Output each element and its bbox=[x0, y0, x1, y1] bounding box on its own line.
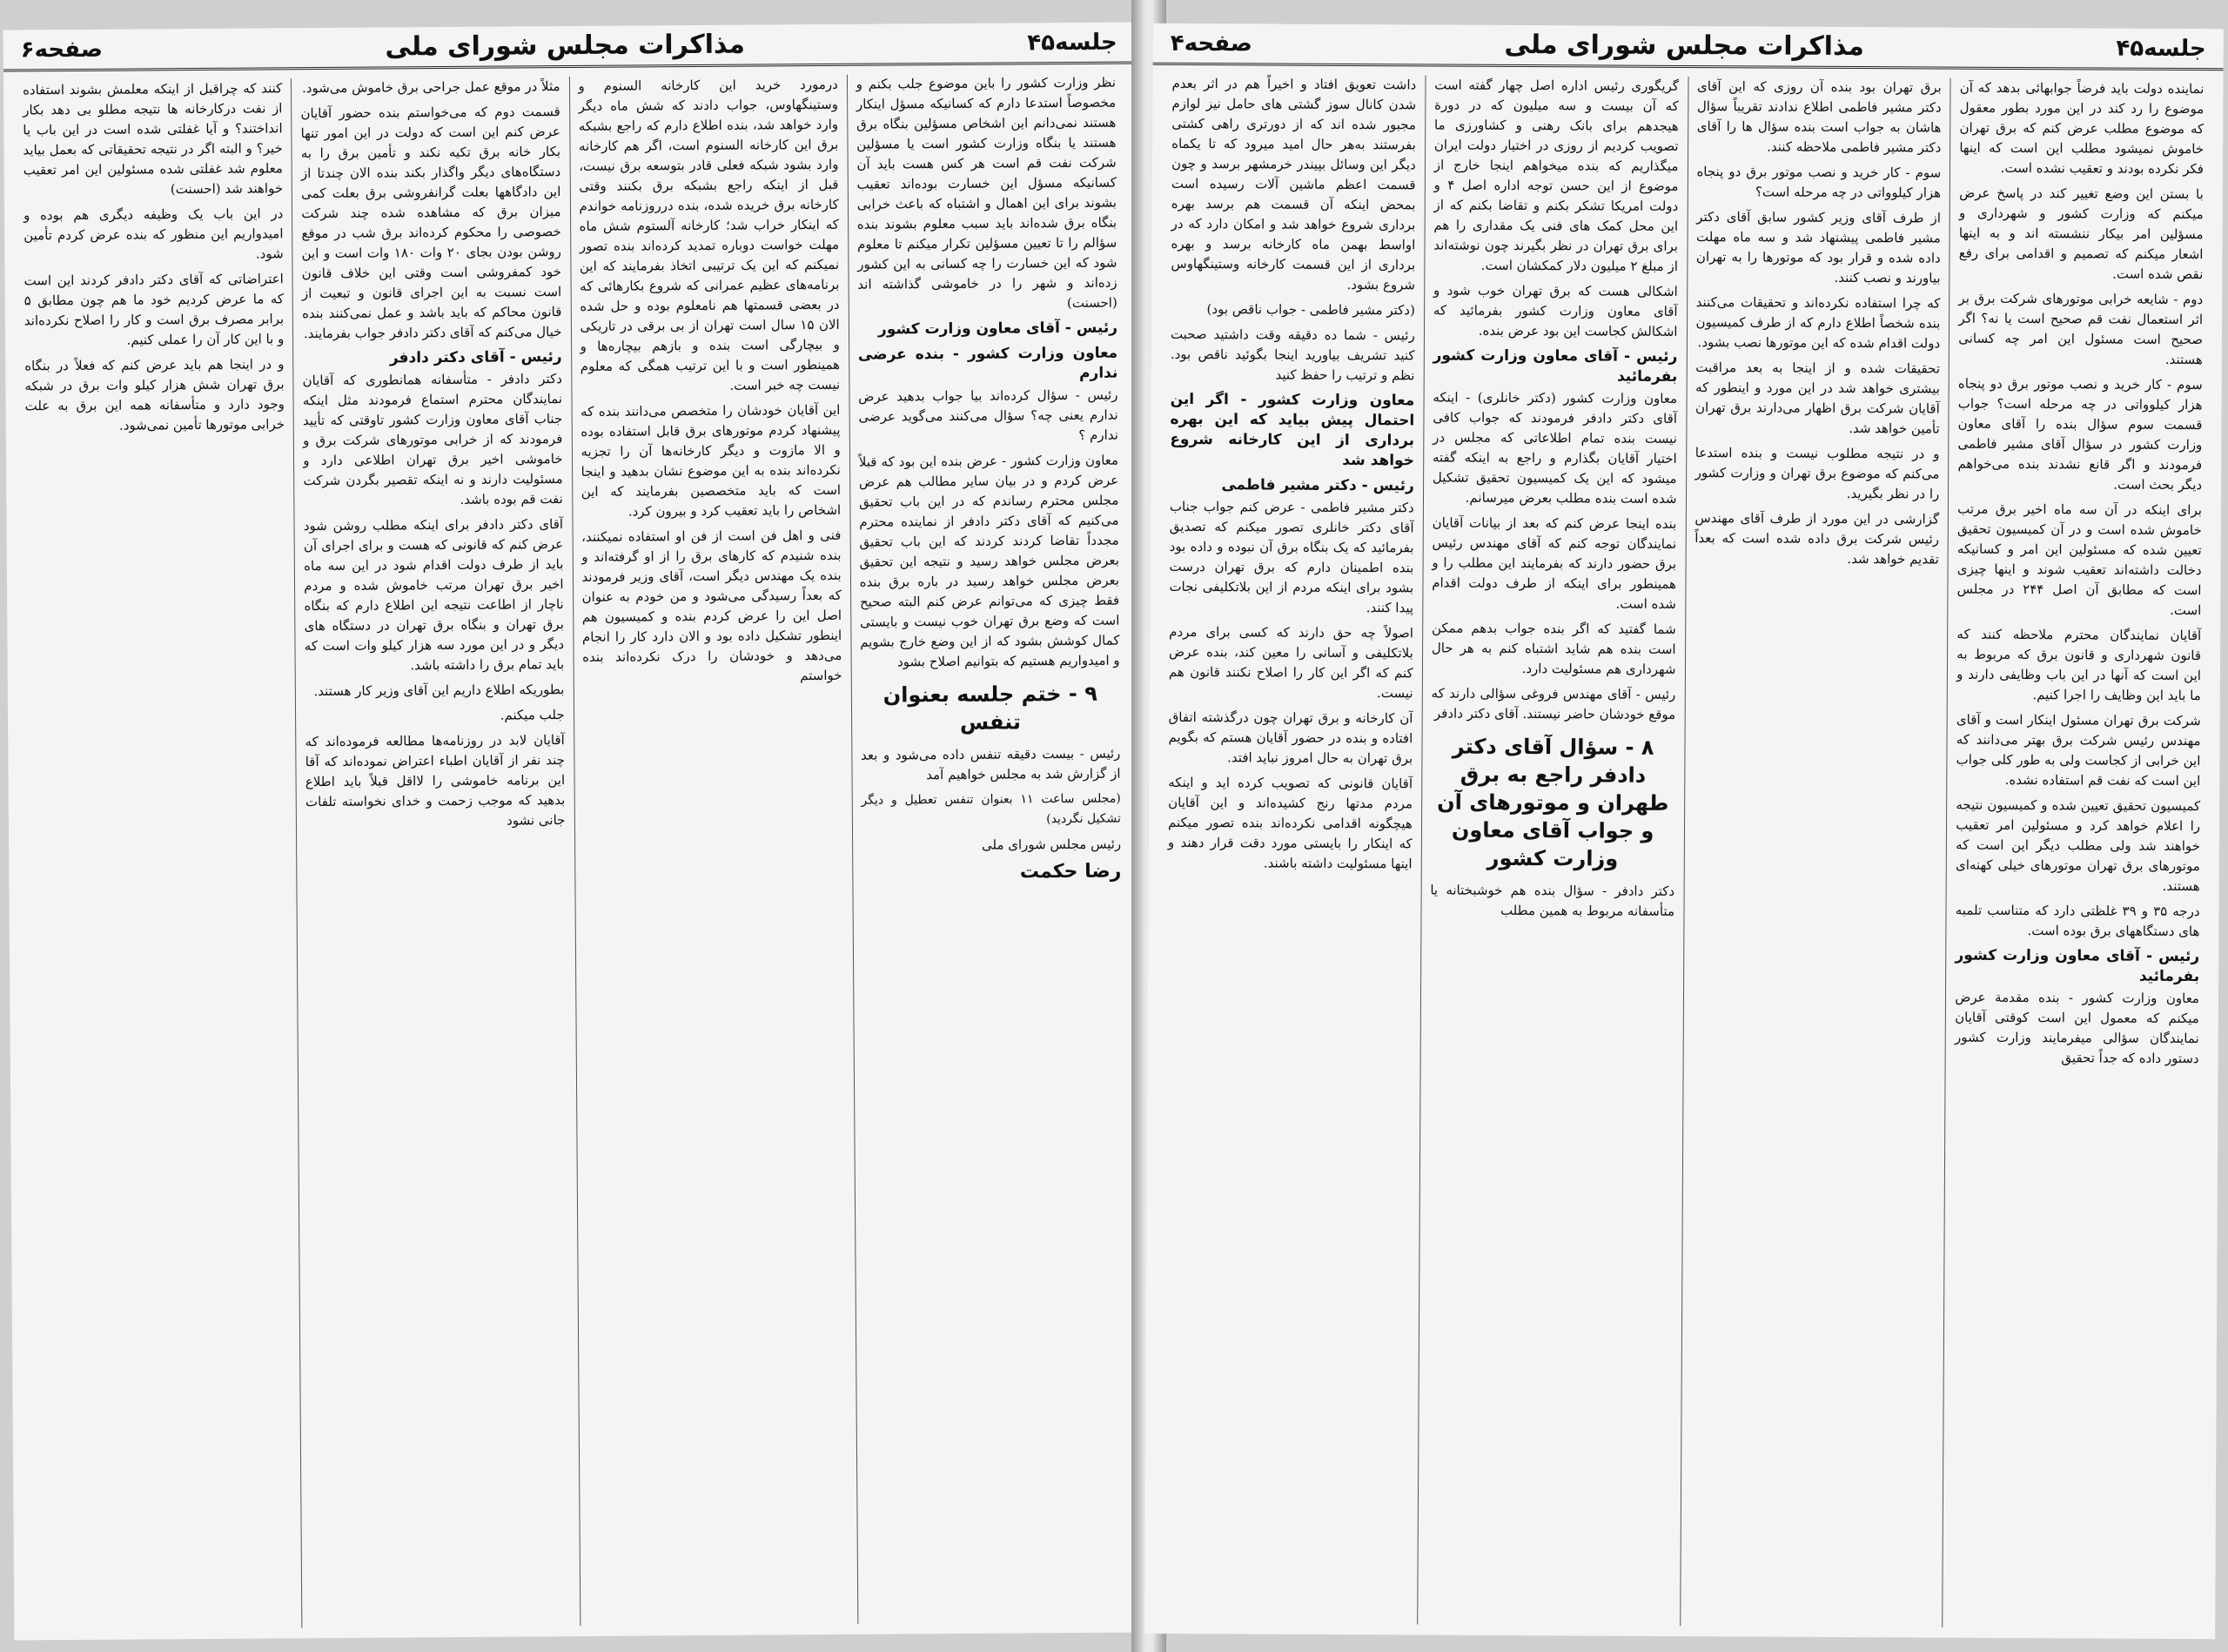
paragraph: کمیسیون تحقیق تعیین شده و کمیسیون نتیجه را اعلام خواهد کرد و مسئولین امر تعقیب خواهند شد ولی مطلب دیگر این است که موتورهای برق تهران موتورهای خیلی کهنه‌ای هستند. bbox=[1956, 796, 2201, 895]
speaker-line: رئیس - آقای معاون وزارت کشور بفرمائید bbox=[1433, 346, 1678, 386]
paragraph: سوم - کار خرید و نصب موتور برق دو پنجاه هزار کیلوواتی در چه مرحله است؟ bbox=[1696, 164, 1942, 201]
page-number: صفحه۶ bbox=[20, 36, 104, 63]
page-number: صفحه۴ bbox=[1170, 30, 1253, 57]
page-title: مذاکرات مجلس شورای ملی bbox=[1504, 29, 1864, 63]
speaker-line: رئیس - آقای معاون وزارت کشور بفرمائید bbox=[1955, 946, 2200, 986]
right-page bbox=[1144, 24, 2224, 1639]
right-page-columns bbox=[1155, 74, 2212, 1628]
speaker-line: معاون وزارت کشور - اگر این احتمال پیش بیاید که این بهره برداری از این کارخانه شروع خواهد شد bbox=[1170, 390, 1415, 470]
paragraph: دکتر مشیر فاطمی - عرض کنم جواب جناب آقای دکتر خانلری تصور میکنم که تصدیق بفرمائید که یک بنگاه برق آن نبوده و داده بود بنده اطمینان دارم که برق تهران درست بشود برای اینکه مردم از این بلاتکلیفی نجات پیدا کنند. bbox=[1169, 498, 1414, 616]
paragraph: دکتر دادفر - سؤال بنده هم خوشبختانه یا متأسفانه مربوط به همین مطلب bbox=[1430, 882, 1675, 919]
paragraph: درجه ۳۵ و ۳۹ غلظتی دارد که متناسب تلمبه های دستگاههای برق بوده است. bbox=[1955, 902, 2200, 940]
left-page bbox=[3, 22, 1146, 1640]
paragraph: برق تهران بود بنده آن روزی که این آقای دکتر مشیر فاطمی اطلاع ندادند تقریباً سؤال هاشان به جواب است بنده سؤال ها را آقای دکتر مشیر فاطمی ملاحظه کنند. bbox=[1696, 78, 1942, 156]
paragraph: مثلاً در موقع عمل جراحی برق خاموش می‌شود. bbox=[301, 78, 560, 97]
session-note: (مجلس ساعت ۱۱ بعنوان تنفس تعطیل و دیگر تشکیل نگردید) bbox=[861, 791, 1121, 827]
signature-label: رئیس مجلس شورای ملی bbox=[981, 836, 1122, 853]
paragraph: آقایان لابد در روزنامه‌ها مطالعه فرموده‌اند که چند نفر از آقایان اطباء اعتراض نموده‌اند که آقا این برنامه خاموشی را لااقل قبلاً باید اطلاع بدهید که موجب زحمت و خدای نخواسته تلفات جانی نشود bbox=[305, 732, 566, 829]
paragraph: اصولاً چه حق دارند که کسی برای مردم بلاتکلیفی و آسانی را معین کند، بنده عرض کنم که اگر این کار را اصلاح نکنند قانون هم نیست. bbox=[1168, 623, 1413, 702]
paragraph: سوم - کار خرید و نصب موتور برق دو پنجاه هزار کیلوواتی در چه مرحله است؟ جواب قسمت سوم سؤال بنده را آقای معاون وزارت کشور در سؤال آقای مشیر فاطمی فرمودند و اگر قانع نشدند بنده می‌خواهم دیگر بحث است. bbox=[1957, 375, 2203, 494]
signature-name: رضا حکمت bbox=[1019, 860, 1122, 883]
paragraph: شما گفتید که اگر بنده جواب بدهم ممکن است بنده هم شاید اشتباه کنم به هر حال شهرداری هم مسئولیت دارد. bbox=[1431, 620, 1676, 677]
paragraph: آقایان نمایندگان محترم ملاحظه کنند که قانون شهرداری و قانون برق که مربوط به این است که آنها در این باب وظایفی دارند و ما باید این وظایف را اجرا کنیم. bbox=[1956, 626, 2202, 704]
left-page-header bbox=[3, 22, 1135, 71]
right-page-header bbox=[1153, 24, 2224, 71]
paragraph: گریگوری رئیس اداره اصل چهار گفته است که آن بیست و سه میلیون که در دورة هیجدهم برای بانک رهنی و کشاورزی ما تصویب کردیم از روزی در اختیار دولت ایران میگذاریم که بنده میخواهم اینجا خارج از موضوع از این حسن توجه اداره اصل ۴ و دولت امریکا تشکر بکنم و تقاضا بکنم که از این محل کمک های فنی یک مقداری را هم برای برق تهران در نظر بگیرند چون نوشته‌اند از مبلغ ۲ میلیون دلار کمکشان است. bbox=[1433, 77, 1680, 274]
paragraph: کنند که چراقبل از اینکه معلمش بشوند استفاده از نفت درکارخانه ها نتیجه مطلو بی دهد بکار انداختند؟ و آیا غفلتی شده است در این باب یا خیر؟ و البته اگر در نتیجه تحقیقاتی که بعمل بیاید معلوم شد غفلتی شده مسئولین این امر تعقیب خواهند شد (احسنت) bbox=[22, 80, 284, 198]
paragraph: برای اینکه در آن سه ماه اخیر برق مرتب خاموش شده است و در آن کمیسیون تحقیق تعیین شده که مسئولین این امر و کسانیکه دخالت داشته‌اند تعقیب شوند و اینها چیزی است که مطابق آن اصل ۲۴۴ در مجلس است. bbox=[1956, 500, 2202, 619]
paragraph: داشت تعویق افتاد و اخیراً هم در اثر بعدم شدن کانال سوز گشتی های حامل نیز لوازم مجبور شده اند که از دورتری راهی کشتی بفرستند به‌هر حال امید میرود که تا یکماه دیگر این وسائل بپیندر خرمشهر برسد و چون قسمت اعظم ماشین آلات رسیده است بمحض اینکه آن قسمت هم برسد بهره برداری شروع خواهد شد و امکان دارد که در اواسط بهمن ماه کارخانه برسد و بهره برداری از این قسمت کارخانه وستینگهاوس شروع بشود. bbox=[1171, 75, 1417, 293]
paragraph: رئیس - آقای مهندس فروغی سؤالی دارند که موقع خودشان حاضر نیستند. آقای دکتر دادفر bbox=[1431, 685, 1676, 722]
column-3 bbox=[291, 77, 580, 1628]
paragraph: در این باب یک وظیفه دیگری هم بوده و امیدواریم این منظور که بنده عرض کردم تأمین شود. bbox=[23, 205, 284, 262]
paragraph: اعتراضاتی که آقای دکتر دادفر کردند این است که ما عرض کردیم خود ما هم چون مطابق ۵ برابر مصرف برق است و کار را اصلاح نکرده‌اند و با این کار آن را عملی کنیم. bbox=[23, 271, 285, 348]
speaker-line: معاون وزارت کشور - بنده عرضی ندارم bbox=[857, 344, 1118, 382]
speaker-line: رئیس - آقای دکتر دادفر bbox=[389, 348, 562, 367]
paragraph: بطوریکه اطلاع داریم این آقای وزیر کار هستند. bbox=[313, 682, 565, 700]
section-heading: ۸ - سؤال آقای دکتر دادفر راجع به برق طهران و موتورهای آن و جواب آقای معاون وزارت کشور bbox=[1437, 734, 1669, 871]
paragraph: فنی و اهل فن است از فن او استفاده نمیکنند، بنده شنیدم که کارهای برق را از او گرفته‌اند و بنده یک مهندس دیگر است، آقای وزیر فرمودند که بعداً رسیدگی می‌شود و من خودم به عنوان اصل این را عرض کردم بنده و کمیسیون هم اینطور تشکیل داده بود و الان دارد کار را انجام می‌دهد و خودشان را درک نکرده‌اند بنده خواستم bbox=[581, 527, 842, 684]
paragraph: دوم - شایعه خرابی موتورهای شرکت برق بر اثر استعمال نفت قم صحیح است یا نه؟ اگر صحیح است مسئول این امر چه کسانی هستند. bbox=[1958, 290, 2204, 368]
speaker-line: رئیس - دکتر مشیر فاطمی bbox=[1221, 476, 1414, 495]
paragraph: تحقیقات شده و از اینجا به بعد مراقبت بیشتری خواهد شد در این مورد و اینطور که آقایان شرکت برق اظهار می‌دارند برق تهران تأمین خواهد شد. bbox=[1695, 359, 1941, 437]
paragraph: بنده اینجا عرض کنم که بعد از بیانات آقایان نمایندگان توجه کنم که آقای مهندس رئیس برق حضور دارند که بفرمایند این مطلب را و همینطور برای اینکه از طرف دولت اقدام شده است. bbox=[1432, 514, 1677, 612]
column-4 bbox=[1155, 74, 1425, 1625]
paragraph: درمورد خرید این کارخانه السنوم و وستینگهاوس، جواب دادند که شش ماه دیگر وارد خواهد شد، بنده اطلاع دارم که راجع بشبکه برق این کارخانه السنوم است، اگر هم کارخانه وارد بشود شبکه فعلی قادر بتوسعه برق نیست، قبل از اینکه راجع بشبکه برق بکنند وقتی کارخانه برق خریده شده، بنده درروزنامه خواندم که اینکار خراب شد؛ کارخانه آلستوم شش ماه مهلت خواست دوباره تمدید کرده‌اند بنده تصور نمیکنم که این یک ترتیبی اتخاذ بفرمایند که این برنامه‌های عظیم عمرانی که شروع بکارهائی که در بعضی قسمتها هم نامعلوم بوده و حل شده الان ۱۵ سال است تهران از بی برقی در تاریکی و بیچارگی است بنده و بازهم بیچاره‌ها و همینطور است و با این ترتیب همگی که معلوم نیست چه خبر است. bbox=[578, 76, 841, 393]
paragraph: آقای دکتر دادفر برای اینکه مطلب روشن شود عرض کنم که قانونی که هست و برای اجرای آن باید از طرف دولت اقدام شود در این سه ماه اخیر برق تهران مرتب خاموش شده و مردم ناچار از اطاعت نتیجه این اطلاع دارم که بنگاه برق تهران و بنگاه برق تهران در دستگاه های دیگر و در این مورد سه هزار کیلو وات است که باید تمام برق را داشته باشد. bbox=[303, 516, 565, 674]
paragraph: نظر وزارت کشور را باین موضوع جلب بکنم و مخصوصاً استدعا دارم که کسانیکه مسؤل اینکار هستند نمی‌دانم این اشخاص مسؤلین بنگاه برق هستند یا بنگاه وزارت کشور است یا مسؤلین شرکت نفت قم است هر کس هست باید آن کسانیکه مسؤل این خسارت بوده‌اند تعقیب بشوند برای این اهمال و اشتباه که باعث خرابی بنگاه برق شده‌اند باید سبب معلوم بشوند بنده سؤالم را تا تعیین مسؤلین تکرار میکنم تا معلوم شود که این خسارت را چه کسانی به این کشور زده‌اند و شهر را در خاموشی گذاشته اند (احسنت) bbox=[856, 74, 1117, 312]
left-page-columns bbox=[14, 73, 1135, 1630]
column-4 bbox=[14, 78, 302, 1629]
paragraph: و در اینجا هم باید عرض کنم که فعلاً در بنگاه برق تهران شش هزار کیلو وات برق در شبکه وجود دارد و متأسفانه همه این برق به علت خرابی موتورها تأمین نمی‌شود. bbox=[24, 356, 285, 433]
paragraph: از طرف آقای وزیر کشور سابق آقای دکتر مشیر فاطمی پیشنهاد شد و سه ماه مهلت داده شده و قرار بود که موتورها را به تهران بیاورند و نصب کنند. bbox=[1695, 209, 1941, 286]
paragraph: رئیس - سؤال کرده‌اند بیا جواب بدهید عرض ندارم یعنی چه؟ سؤال می‌کنند می‌گوید عرضی ندارم ؟ bbox=[858, 386, 1118, 443]
paragraph: شرکت برق تهران مسئول اینکار است و آقای مهندس رئیس شرکت برق بهتر می‌دانند که این خرابی از کجاست ولی به طور کلی جواب این است که نفت قم استفاده نشده. bbox=[1956, 711, 2201, 789]
paragraph: معاون وزارت کشور - بنده مقدمة عرض میکنم که معمول این است کوقتی آقایان نمایندگان سؤالی میفرمایند وزارت کشور دستور داده که جداً تحقیق bbox=[1954, 989, 2200, 1067]
paragraph: معاون وزارت کشور - عرض بنده این بود که قبلاً عرض کردم و در بیان سایر مطالب هم عرض مجلس محترم رساندم که در این باب تحقیق می‌کنیم که آقای دکتر دادفر از نماینده محترم مجدداً تقاضا کردند کردند که این باب تحقیق بعرض مجلس خواهد رسید و نتیجه این تحقیق بعرض مجلس خواهد رسید در باره برق بنده فقط چیزی که می‌توانم عرض کنم البته صحیح است که وضع برق تهران خوب نیست و بایستی کمال کوشش بشود که از این وضع خارج بشویم و امیدواریم هستیم که بتوانیم اصلاح بشود bbox=[858, 452, 1120, 670]
column-1 bbox=[847, 73, 1136, 1624]
paragraph: گزارشی در این مورد از طرف آقای مهندس رئیس شرکت برق داده شده است که بعداً تقدیم خواهد شد. bbox=[1694, 510, 1940, 567]
paragraph: که چرا استفاده نکرده‌اند و تحقیقات می‌کنند بنده شخصاً اطلاع دارم که از طرف کمیسیون دولت اقدام شده که این موتورها نصب بشود. bbox=[1695, 294, 1941, 352]
paragraph: دکتر دادفر - متأسفانه همانطوری که آقایان نمایندگان محترم استماع فرمودند مثل اینکه جناب آقای معاون وزارت کشور تاوقتی که تأیید فرمودند که از خرابی موتورهای شرکت برق و خاموشی اخیر برق تهران اطلاعی دارد و مسئولیت دارند و نه اینکه تقصیر بگردن شرکت نفت قم بوده باشد. bbox=[302, 371, 563, 507]
paragraph: (دکتر مشیر فاطمی - جواب ناقص بود) bbox=[1206, 301, 1415, 319]
session-number: جلسه۴۵ bbox=[1027, 29, 1117, 56]
column-2 bbox=[568, 75, 857, 1626]
column-2 bbox=[1680, 77, 1950, 1628]
paragraph: قسمت دوم که می‌خواستم بنده حضور آقایان عرض کنم این است که دولت در این امور تنها بکار خانه برق تکیه نکند و تأمین برق را به دستگاه‌های دیگر واگذار بکند بنده الان چندتا از این دادگاهها بعلت گرانفروشی برق بعلت کمی میزان برق که مشاهده شده چند شرکت خصوصی را محکوم کرده‌اند برق شب در موقع روشن بودن بجای ۲۰ وات ۱۸۰ وات است و این خود کمفروشی است وقتی این خلاف قانون است نسبت به این اجرای قانون و تبعیت از قانون محاکم که باید باشد و عمل نمی‌کنند بنده خیال می‌کنم که آقای دکتر دادفر جواب بفرمایند. bbox=[300, 104, 562, 342]
paragraph: آن کارخانه و برق تهران چون درگذشته اتفاق افتاده و بنده در حضور آقایان هستم که بگویم برق تهران به حال امروز نباید افتد. bbox=[1168, 708, 1413, 767]
paragraph: نماینده دولت باید فرضاً جوابهائی بدهد که آن موضوع را رد کند در این مورد بطور معقول که موضوع مطلب عرض کنم که برق تهران خاموش نمیشود مطلب این است که اینها فکر نکرده بودند و تعقیب نشده است. bbox=[1959, 79, 2205, 178]
paragraph: رئیس - بیست دقیقه تنفس داده می‌شود و بعد از گزارش شد به مجلس خواهیم آمد bbox=[861, 745, 1121, 783]
paragraph: و در نتیجه مطلوب نیست و بنده استدعا می‌کنم که موضوع برق تهران و وزارت کشور را در نظر بگیرید. bbox=[1694, 445, 1940, 502]
paragraph: این آقایان خودشان را متخصص می‌دانند بنده که پیشنهاد کردم موتورهای برق قابل استفاده بوده و الا مازوت و دیگر کارخانه‌ها آن را تجزیه نکرده‌اند بنده به این موضوع نشان بدهید و اینجا است که باید متخصصین بفرمایند که این اشخاص را باید تعقیب کرد و بیرون کرد. bbox=[580, 401, 842, 520]
paragraph: اشکالی هست که برق تهران خوب شود و آقای معاون وزارت کشور بفرمائید که اشکالش کجاست این بود عرض بنده. bbox=[1433, 282, 1678, 339]
column-3 bbox=[1417, 75, 1688, 1626]
paragraph: رئیس - شما ده دقیقه وقت داشتید صحبت کنید تشریف بیاورید اینجا بگوئید ناقص بود. نظم و ترتیب را حفظ کنید bbox=[1170, 326, 1415, 384]
column-1 bbox=[1942, 78, 2212, 1629]
session-number: جلسه۴۵ bbox=[2116, 35, 2206, 62]
paragraph: معاون وزارت کشور (دکتر خانلری) - اینکه آقای دکتر دادفر فرمودند که جواب کافی نیست بنده تمام اطلاعاتی که مجلس در اختیار آقایان بگذارم و راجع به اینکه گفته میشود که این یک کمیسیون تحقیق تشکیل شده است بنده مطلب بعرض میرسانم. bbox=[1432, 389, 1678, 507]
paragraph: جلب میکنم. bbox=[500, 707, 565, 723]
speaker-line: رئیس - آقای معاون وزارت کشور bbox=[877, 319, 1118, 339]
paragraph: آقایان قانونی که تصویب کرده اید و اینکه مردم مدتها رنج کشیده‌اند و این آقایان هیچگونه اقدامی نکرده‌اند بنده تصور میکنم که اینکار را بایستی مورد دقت قرار دهند و اینها مسئولیت داشته باشند. bbox=[1167, 774, 1413, 872]
section-heading: ۹ - ختم جلسه بعنوان تنفس bbox=[882, 681, 1097, 735]
page-title: مذاکرات مجلس شورای ملی bbox=[385, 29, 745, 63]
paragraph: با بستن این وضع تغییر کند در پاسخ عرض میکنم که وزارت کشور و شهرداری و مسؤلین امر بیکار ننشسته اند و به اینها اشعار میکنم که تصمیم و اقدامی برای رفع نقص شده است. bbox=[1958, 185, 2204, 283]
